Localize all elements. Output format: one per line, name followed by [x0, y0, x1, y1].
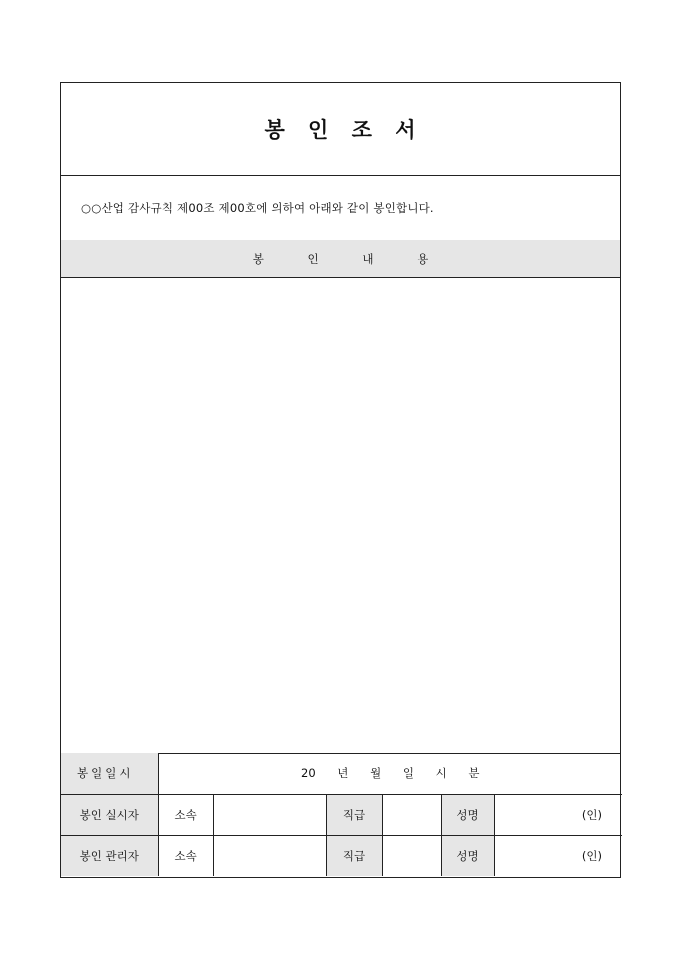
seal-manager-row — [61, 835, 622, 876]
seal-executor-label: 봉인 실시자 — [61, 794, 158, 835]
executor-rank-label: 직급 — [326, 794, 382, 835]
info-table — [61, 753, 622, 876]
description-text: ○○산업 감사규칙 제00조 제00호에 의하여 아래와 같이 봉인합니다. — [81, 200, 434, 215]
executor-name-field[interactable] — [494, 794, 622, 835]
seal-content-area[interactable] — [61, 277, 620, 754]
seal-report-form — [60, 82, 621, 878]
manager-seal-mark: (인) — [581, 848, 602, 863]
description-row — [61, 175, 620, 241]
seal-content-header — [61, 240, 620, 278]
seal-date-label: 봉일일시 — [61, 753, 158, 794]
manager-rank-field[interactable] — [382, 835, 441, 876]
seal-date-field[interactable] — [158, 753, 622, 794]
manager-name-label: 성명 — [441, 835, 494, 876]
executor-seal-mark: (인) — [581, 807, 602, 822]
title-row — [61, 83, 620, 176]
executor-affiliation-field[interactable] — [213, 794, 326, 835]
seal-executor-row — [61, 794, 622, 835]
seal-content-header-label: 봉 인 내 용 — [252, 251, 429, 266]
executor-name-label: 성명 — [441, 794, 494, 835]
seal-date-value: 20 년 월 일 시 분 — [301, 766, 480, 781]
executor-rank-field[interactable] — [382, 794, 441, 835]
page-title: 봉 인 조 서 — [264, 117, 417, 142]
manager-affiliation-field[interactable] — [213, 835, 326, 876]
seal-date-row — [61, 753, 622, 794]
manager-rank-label: 직급 — [326, 835, 382, 876]
manager-affiliation-label: 소속 — [158, 835, 213, 876]
seal-manager-label: 봉인 관리자 — [61, 835, 158, 876]
manager-name-field[interactable] — [494, 835, 622, 876]
executor-affiliation-label: 소속 — [158, 794, 213, 835]
